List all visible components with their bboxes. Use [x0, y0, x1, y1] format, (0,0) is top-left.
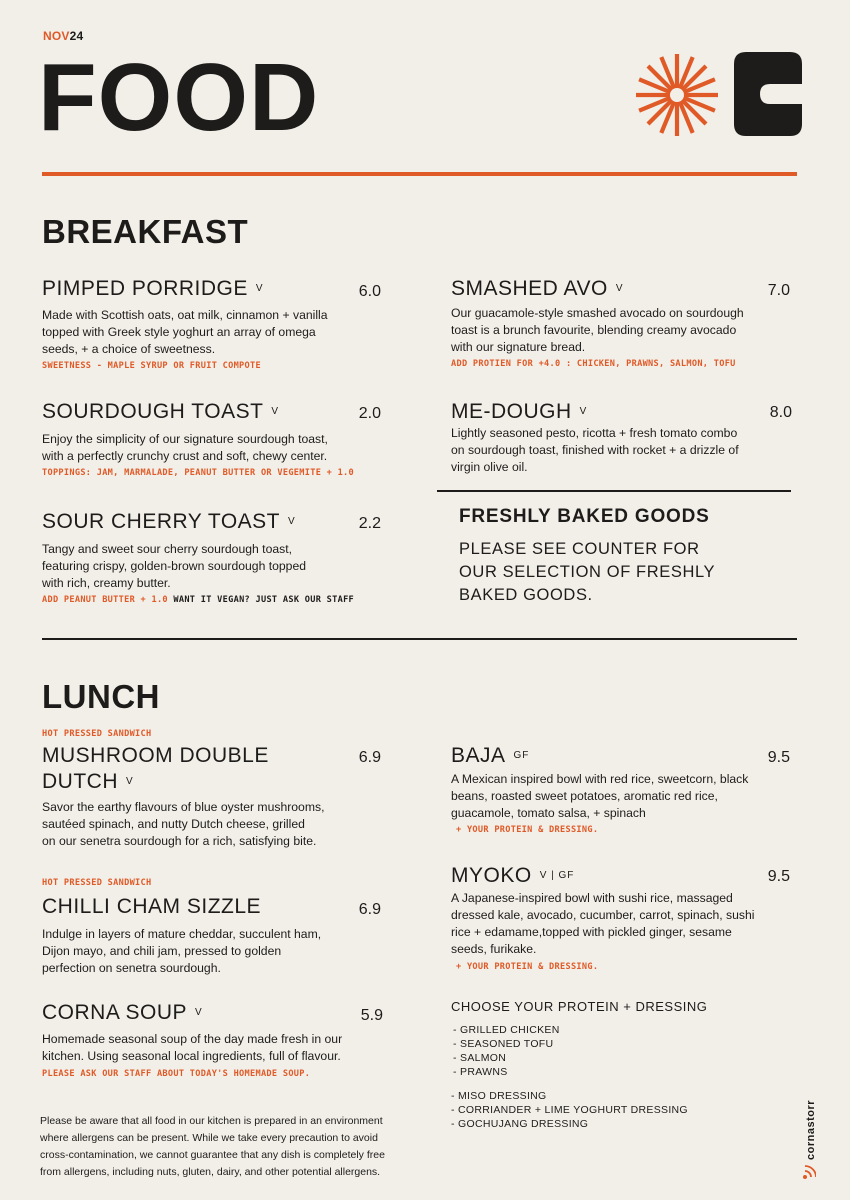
desc-line: Indulge in layers of mature cheddar, succulent ham, — [42, 927, 322, 941]
diet-tag: V — [126, 776, 134, 788]
baja-description — [451, 771, 791, 822]
smashed-avo-note: ADD PROTIEN FOR +4.0 : CHICKEN, PRAWNS, SALMON, TOFU — [451, 359, 736, 369]
smashed-avo-description — [451, 305, 791, 356]
name-line-with-tag — [42, 769, 269, 795]
baja-name: BAJA — [451, 744, 506, 767]
dressing-option: - MISO DRESSING — [451, 1090, 547, 1102]
section-divider — [42, 638, 797, 640]
desc-line: rice + edamame,topped with pickled ginger, sesame — [451, 925, 732, 939]
pimped-porridge-name: PIMPED PORRIDGE — [42, 277, 248, 300]
c-mark-icon — [734, 52, 802, 136]
desc-line: Homemade seasonal soup of the day made fresh in our — [42, 1032, 343, 1046]
pimped-porridge-description — [42, 307, 362, 358]
smashed-avo-name: SMASHED AVO — [451, 277, 608, 300]
menu-item-name — [451, 863, 574, 889]
baja-price: 9.5 — [767, 749, 790, 766]
mushroom-kicker: HOT PRESSED SANDWICH — [42, 729, 152, 739]
desc-line: Lightly seasoned pesto, ricotta + fresh tomato combo — [451, 426, 738, 440]
chilli-cham-sizzle-name: CHILLI CHAM SIZZLE — [42, 895, 262, 918]
desc-line: Made with Scottish oats, oat milk, cinnamon + vanilla — [42, 308, 328, 322]
freshly-baked-line: PLEASE SEE COUNTER FOR — [459, 540, 700, 558]
signal-icon — [802, 1164, 816, 1180]
date-year: 24 — [69, 29, 84, 43]
lunch-heading: LUNCH — [42, 678, 160, 715]
corna-soup-description — [42, 1031, 382, 1065]
menu-item-name — [42, 509, 296, 535]
desc-line: with rich, creamy butter. — [42, 576, 171, 590]
desc-line: Savor the earthy flavours of blue oyster mushrooms, — [42, 800, 325, 814]
desc-line: A Mexican inspired bowl with red rice, sweetcorn, black — [451, 772, 749, 786]
menu-item-name — [42, 276, 264, 302]
me-dough-description — [451, 425, 791, 476]
freshly-baked-line: OUR SELECTION OF FRESHLY — [459, 563, 716, 581]
dressing-options — [451, 1089, 688, 1131]
name-line: DUTCH — [42, 770, 118, 793]
sourdough-toast-description — [42, 431, 362, 465]
sour-cherry-toast-price: 2.2 — [358, 515, 381, 532]
corna-soup-note: PLEASE ASK OUR STAFF ABOUT TODAY'S HOMEMADE SOUP. — [42, 1069, 311, 1079]
desc-line: topped with Greek style yoghurt an array of omega — [42, 325, 316, 339]
desc-line: on sourdough toast, finished with rocket + a drizzle of — [451, 443, 739, 457]
diet-tag: V — [271, 406, 280, 418]
diet-tag: V — [255, 283, 264, 295]
desc-line: toast is a brunch favourite, blending creamy avocado — [451, 323, 737, 337]
sour-cherry-toast-note — [42, 595, 354, 605]
brand-wordmark: cornastorr — [805, 1099, 817, 1160]
allergen-line: from allergens, including nuts, gluten, dairy, and other potential allergens. — [40, 1166, 381, 1178]
desc-line: featuring crispy, golden-brown sourdough topped — [42, 559, 307, 573]
myoko-description — [451, 890, 796, 958]
diet-tag: V — [579, 406, 588, 418]
allergen-notice — [40, 1113, 420, 1181]
diet-tag: V — [195, 1007, 203, 1019]
mushroom-double-dutch-price: 6.9 — [358, 749, 381, 766]
desc-line: perfection on senetra sourdough. — [42, 961, 221, 975]
desc-line: Our guacamole-style smashed avocado on sourdough — [451, 306, 744, 320]
desc-line: virgin olive oil. — [451, 460, 528, 474]
protein-option: - SALMON — [453, 1052, 507, 1064]
menu-item-name — [42, 1000, 203, 1026]
chilli-cham-sizzle-description — [42, 926, 372, 977]
sourdough-toast-note: TOPPINGS: JAM, MARMALADE, PEANUT BUTTER OR VEGEMITE + 1.0 — [42, 468, 355, 478]
diet-tag: V — [615, 283, 624, 295]
dressing-option: - CORRIANDER + LIME YOGHURT DRESSING — [451, 1104, 688, 1116]
menu-item-name — [451, 276, 624, 302]
corna-soup-name: CORNA SOUP — [42, 1001, 188, 1024]
desc-line: guacamole, tomato salsa, + spinach — [451, 806, 646, 820]
smashed-avo-price: 7.0 — [767, 282, 790, 299]
myoko-name: MYOKO — [451, 864, 532, 887]
diet-tag: V | GF — [539, 870, 575, 882]
mushroom-double-dutch-name — [42, 743, 269, 795]
page-title: FOOD — [38, 44, 320, 151]
me-dough-price: 8.0 — [769, 404, 792, 421]
protein-option: - GRILLED CHICKEN — [453, 1024, 560, 1036]
protein-option: - PRAWNS — [453, 1066, 508, 1078]
desc-line: on our senetra sourdough for a rich, satisfying bite. — [42, 834, 317, 848]
vegan-note: WANT IT VEGAN? JUST ASK OUR STAFF — [173, 595, 355, 605]
myoko-price: 9.5 — [767, 868, 790, 885]
choose-protein-title: CHOOSE YOUR PROTEIN + DRESSING — [451, 999, 708, 1014]
name-line: MUSHROOM DOUBLE — [42, 744, 269, 767]
desc-line: Tangy and sweet sour cherry sourdough toast, — [42, 542, 292, 556]
freshly-baked-line: BAKED GOODS. — [459, 586, 593, 604]
desc-line: seeds, + a choice of sweetness. — [42, 342, 216, 356]
dressing-option: - GOCHUJANG DRESSING — [451, 1118, 589, 1130]
sourdough-toast-name: SOURDOUGH TOAST — [42, 400, 264, 423]
mushroom-double-dutch-description — [42, 799, 372, 850]
desc-line: seeds, furikake. — [451, 942, 537, 956]
diet-tag: GF — [513, 750, 530, 762]
diet-tag: V — [288, 516, 296, 528]
desc-line: beans, roasted sweet potatoes, aromatic red rice, — [451, 789, 718, 803]
protein-option: - SEASONED TOFU — [453, 1038, 554, 1050]
desc-line: kitchen. Using seasonal local ingredients, full of flavour. — [42, 1049, 341, 1063]
pimped-porridge-note: SWEETNESS - MAPLE SYRUP OR FRUIT COMPOTE — [42, 361, 261, 371]
baja-note: + YOUR PROTEIN & DRESSING. — [456, 825, 599, 835]
desc-line: with a perfectly crunchy crust and soft, chewy center. — [42, 449, 328, 463]
header-divider — [42, 172, 797, 176]
freshly-baked-body — [459, 538, 715, 607]
menu-item-name — [451, 399, 587, 425]
allergen-line: Please be aware that all food in our kitchen is prepared in an environment — [40, 1115, 383, 1127]
protein-options — [453, 1023, 560, 1079]
corna-soup-price: 5.9 — [360, 1007, 383, 1024]
desc-line: Dijon mayo, and chili jam, pressed to golden — [42, 944, 282, 958]
sour-cherry-toast-description — [42, 541, 362, 592]
chilli-kicker: HOT PRESSED SANDWICH — [42, 878, 152, 888]
menu-item-name — [451, 743, 529, 769]
sourdough-toast-price: 2.0 — [358, 405, 381, 422]
pimped-porridge-price: 6.0 — [358, 283, 381, 300]
allergen-line: cross-contamination, we cannot guarantee that any dish is completely free — [40, 1149, 385, 1161]
chilli-cham-sizzle-price: 6.9 — [358, 901, 381, 918]
starburst-icon — [634, 52, 720, 138]
allergen-line: where allergens can be present. While we take every precaution to avoid — [40, 1132, 378, 1144]
desc-line: Enjoy the simplicity of our signature sourdough toast, — [42, 432, 328, 446]
baked-goods-divider — [437, 490, 791, 492]
sour-cherry-toast-name: SOUR CHERRY TOAST — [42, 510, 281, 533]
date-month: NOV — [43, 29, 70, 43]
add-on-note: ADD PEANUT BUTTER + 1.0 — [42, 595, 168, 605]
freshly-baked-title: FRESHLY BAKED GOODS — [459, 506, 710, 527]
menu-date — [43, 29, 83, 43]
myoko-note: + YOUR PROTEIN & DRESSING. — [456, 962, 599, 972]
desc-line: sautéed spinach, and nutty Dutch cheese, grilled — [42, 817, 305, 831]
desc-line: dressed kale, avocado, cucumber, carrot, spinach, sushi — [451, 908, 755, 922]
desc-line: with our signature bread. — [451, 340, 586, 354]
breakfast-heading: BREAKFAST — [42, 213, 249, 250]
me-dough-name: ME-DOUGH — [451, 400, 572, 423]
desc-line: A Japanese-inspired bowl with sushi rice, massaged — [451, 891, 733, 905]
menu-item-name — [42, 399, 279, 425]
